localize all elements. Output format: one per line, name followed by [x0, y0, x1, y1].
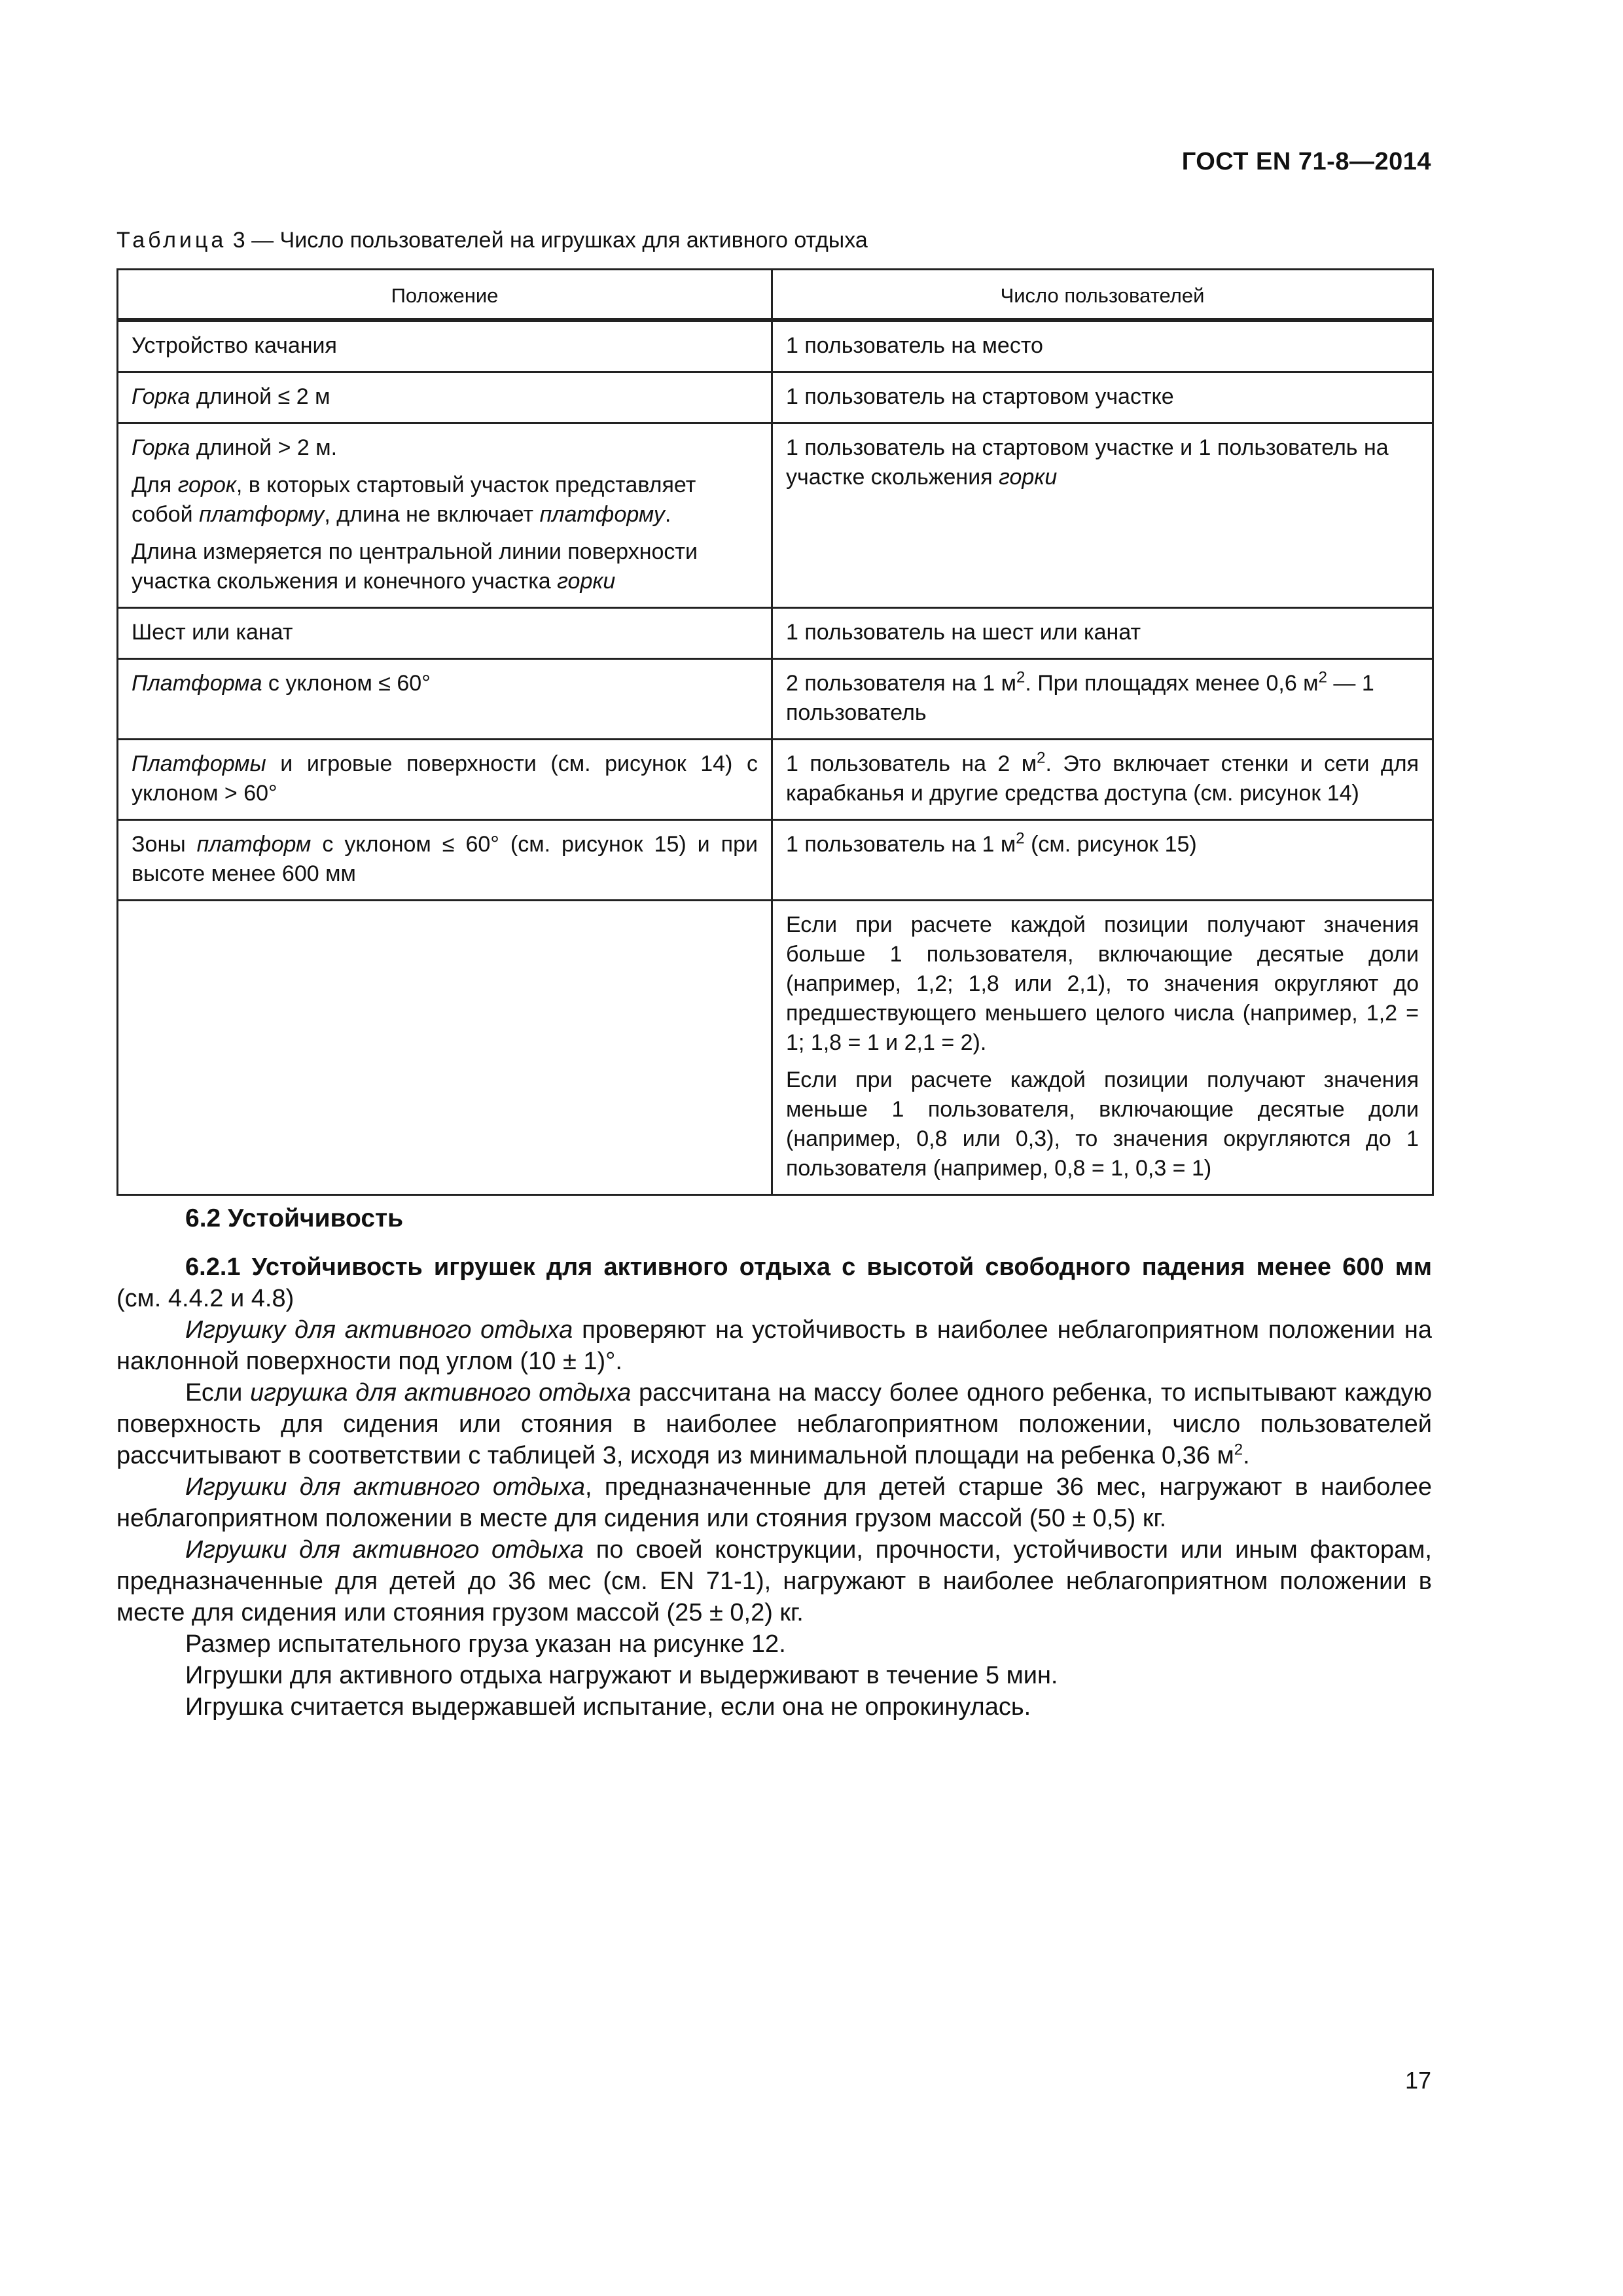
table-row	[118, 372, 1433, 423]
cell-position: Платформа с уклоном ≤ 60°	[118, 659, 772, 740]
table-row	[118, 423, 1433, 608]
table-row	[118, 608, 1433, 659]
table-row	[118, 901, 1433, 1195]
table-row	[118, 320, 1433, 372]
table-row	[118, 659, 1433, 740]
paragraph: Игрушки для активного отдыха по своей конструкции, прочности, устойчивости или иным факторам, предназначенные для детей до 36 мес (см. EN 71-1), нагружают в наиболее неблагоприятном положении в месте для сидения или стояния грузом массой (25 ± 0,2) кг.	[116, 1536, 1432, 1626]
cell-users: 1 пользователь на 2 $м^2$. Это включает стенки и сети для карабканья и другие средства доступа (см. рисунок 14)	[772, 740, 1433, 820]
cell-users: 1 пользователь на шест или канат	[772, 608, 1433, 659]
paragraph: Размер испытательного груза указан на рисунке 12.	[185, 1630, 786, 1658]
subsection-heading: 6.2.1 Устойчивость игрушек для активного отдыха с высотой свободного падения менее 600 мм (см. 4.4.2 и 4.8)	[116, 1253, 1432, 1312]
paragraph: Если игрушка для активного отдыха рассчитана на массу более одного ребенка, то испытывают каждую поверхность для сидения или стояния в наиболее неблагоприятном положении, число пользователей рассчитывают в соответствии с таблицей 3, исходя из минимальной площади на ребенка 0,36 $м^2$.	[116, 1379, 1432, 1469]
cell-users-rounding-note	[772, 901, 1433, 1195]
users-table	[116, 268, 1434, 1196]
page-number: 17	[1404, 2067, 1431, 2094]
paragraph: Игрушки для активного отдыха нагружают и выдерживают в течение 5 мин.	[185, 1662, 1058, 1689]
table-caption-label: Таблица	[116, 228, 227, 253]
cell-users: 2 пользователя на 1 $м^2$. При площадях менее 0,6 $м^2$ — 1 пользователь	[772, 659, 1433, 740]
cell-position-empty	[118, 901, 772, 1195]
rounding-note-down: Если при расчете каждой позиции получают значения меньше 1 пользователя, включающие десятые доли (например, 0,8 или 0,3), то значения округляются до 1 пользователя (например, 0,8 = 1, 0,3 = 1)	[786, 1067, 1419, 1181]
table-row	[118, 820, 1433, 901]
cell-position: Платформы и игровые поверхности (см. рисунок 14) с уклоном > 60°	[118, 740, 772, 820]
section-body	[116, 1203, 1432, 1723]
table-header-row	[118, 270, 1433, 321]
cell-position: Горка длиной > 2 м. Для горок, в которых стартовый участок представляет собой платформу, длина не включает платформу. Длина измеряется по центральной линии поверхности участка скольжения и конечного участка горки	[118, 423, 772, 608]
paragraph: Игрушки для активного отдыха, предназначенные для детей старше 36 мес, нагружают в наиболее неблагоприятном положении в месте для сидения или стояния грузом массой (50 ± 0,5) кг.	[116, 1473, 1432, 1532]
cell-users: 1 пользователь на место	[772, 320, 1433, 372]
cell-position: Шест или канат	[118, 608, 772, 659]
paragraph: Игрушка считается выдержавшей испытание, если она не опрокинулась.	[185, 1693, 1031, 1721]
column-header-position: Положение	[118, 270, 772, 321]
section-heading: 6.2 Устойчивость	[185, 1204, 404, 1232]
paragraph: Игрушку для активного отдыха проверяют на устойчивость в наиболее неблагоприятном положении на наклонной поверхности под углом (10 ± 1)°.	[116, 1316, 1433, 1375]
table-row	[118, 740, 1433, 820]
cell-position: Устройство качания	[118, 320, 772, 372]
cell-users: 1 пользователь на стартовом участке	[772, 372, 1433, 423]
table-caption	[116, 228, 868, 253]
table-caption-title: 3 — Число пользователей на игрушках для активного отдыха	[226, 228, 868, 253]
cell-position: Зоны платформ с уклоном ≤ 60° (см. рисунок 15) и при высоте менее 600 мм	[118, 820, 772, 901]
cell-users: 1 пользователь на стартовом участке и 1 пользователь на участке скольжения горки	[772, 423, 1433, 608]
rounding-note-up: Если при расчете каждой позиции получают значения больше 1 пользователя, включающие десятые доли (например, 1,2; 1,8 или 2,1), то значения округляют до предшествующего меньшего целого числа (например, 1,2 = 1; 1,8 = 1 и 2,1 = 2).	[786, 912, 1419, 1055]
cell-users: 1 пользователь на 1 $м^2$ (см. рисунок 15)	[772, 820, 1433, 901]
column-header-users: Число пользователей	[772, 270, 1433, 321]
cell-position: Горка длиной ≤ 2 м	[118, 372, 772, 423]
document-id: ГОСТ EN 71-8—2014	[1181, 148, 1431, 175]
